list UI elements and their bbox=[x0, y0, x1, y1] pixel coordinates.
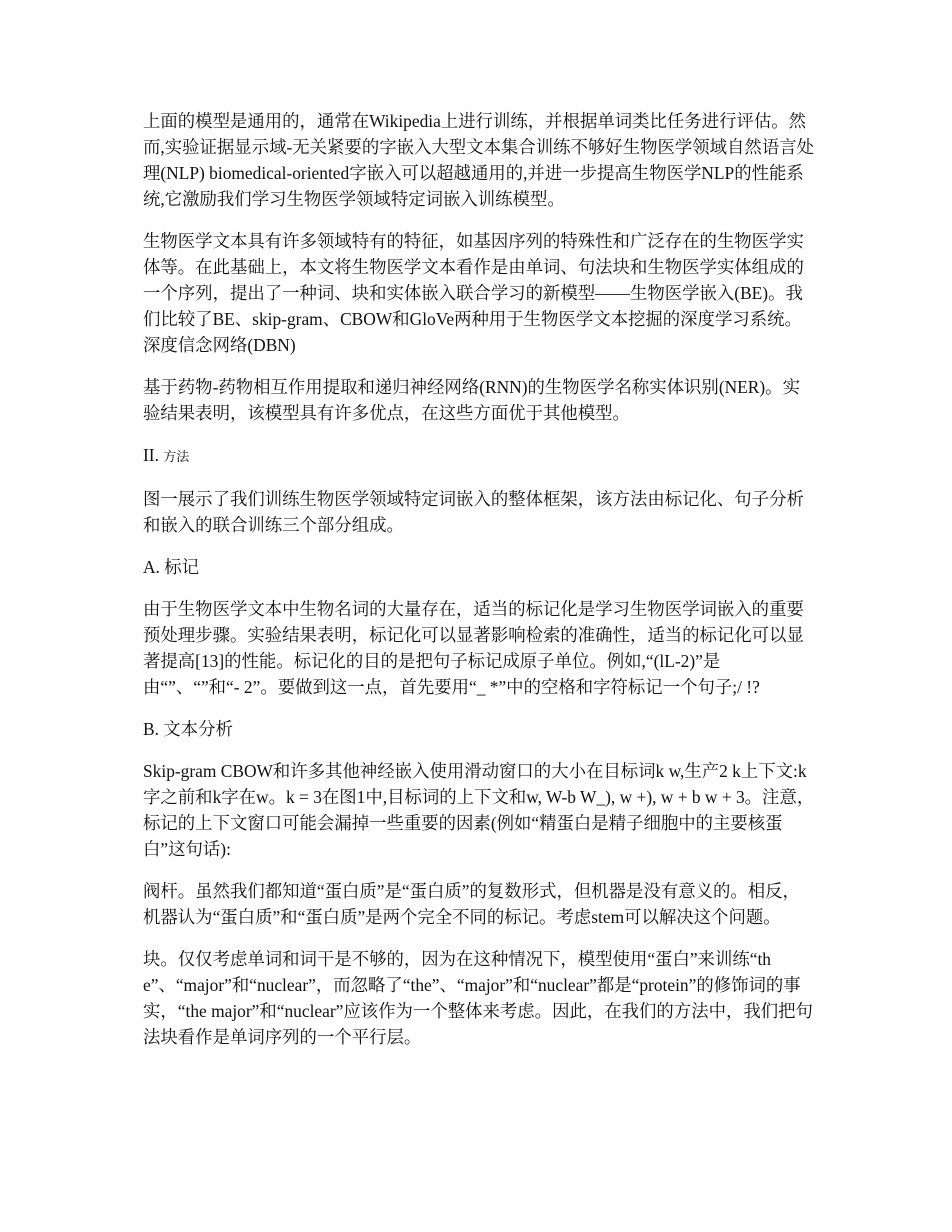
paragraph-framework: 图一展示了我们训练生物医学领域特定词嵌入的整体框架，该方法由标记化、句子分析和嵌入的联合训练三个部分组成。 bbox=[143, 489, 804, 535]
paragraph-context-window: Skip-gram CBOW和许多其他神经嵌入使用滑动窗口的大小在目标词k w,生产2 k上下文:k字之前和k字在w。k = 3在图1中,目标词的上下文和w, W-b W_), w +), w + b w + 3。注意，标记的上下文窗口可能会漏掉一些重要的因素(例如“精蛋白是精子细胞中的主要核蛋白”这句话): bbox=[143, 761, 815, 859]
subsection-heading-tokenization: A. 标记 bbox=[143, 557, 200, 577]
section-heading-methods bbox=[143, 442, 815, 470]
paragraph-ddi-ner: 基于药物-药物相互作用提取和递归神经网络(RNN)的生物医学名称实体识别(NER)。实验结果表明，该模型具有许多优点，在这些方面优于其他模型。 bbox=[143, 377, 800, 423]
subsection-heading-text-analysis: B. 文本分析 bbox=[143, 719, 233, 739]
paragraph-chunk: 块。仅仅考虑单词和词干是不够的，因为在这种情况下，模型使用“蛋白”来训练“the”、“major”和“nuclear”，而忽略了“the”、“major”和“nuclear”都是“protein”的修饰词的事实，“the major”和“nuclear”应该作为一个整体来考虑。因此，在我们的方法中，我们把句法块看作是单词序列的一个平行层。 bbox=[143, 949, 813, 1047]
paragraph-stem: 阀杆。虽然我们都知道“蛋白质”是“蛋白质”的复数形式，但机器是没有意义的。相反，机器认为“蛋白质”和“蛋白质”是两个完全不同的标记。考虑stem可以解决这个问题。 bbox=[143, 881, 800, 927]
document-body bbox=[143, 108, 815, 1066]
paragraph-generic-models: 上面的模型是通用的，通常在Wikipedia上进行训练，并根据单词类比任务进行评估。然而,实验证据显示域-无关紧要的字嵌入大型文本集合训练不够好生物医学领域自然语言处理(NLP) biomedical-oriented字嵌入可以超越通用的,并进一步提高生物医学NLP的性能系统,它激励我们学习生物医学领域特定词嵌入训练模型。 bbox=[143, 111, 814, 209]
paragraph-biomedical-features: 生物医学文本具有许多领域特有的特征，如基因序列的特殊性和广泛存在的生物医学实体等。在此基础上，本文将生物医学文本看作是由单词、句法块和生物医学实体组成的一个序列，提出了一种词、块和实体嵌入联合学习的新模型——生物医学嵌入(BE)。我们比较了BE、skip-gram、CBOW和GloVe两种用于生物医学文本挖掘的深度学习系统。深度信念网络(DBN) bbox=[143, 231, 804, 355]
section-number: II. bbox=[143, 445, 159, 465]
paragraph-tokenization: 由于生物医学文本中生物名词的大量存在，适当的标记化是学习生物医学词嵌入的重要预处理步骤。实验结果表明，标记化可以显著影响检索的准确性，适当的标记化可以显著提高[13]的性能。标记化的目的是把句子标记成原子单位。例如,“(lL-2)”是由“”、“”和“- 2”。要做到这一点，首先要用“_ *”中的空格和字符标记一个句子;/ !? bbox=[143, 599, 804, 697]
section-title: 方法 bbox=[163, 449, 190, 464]
